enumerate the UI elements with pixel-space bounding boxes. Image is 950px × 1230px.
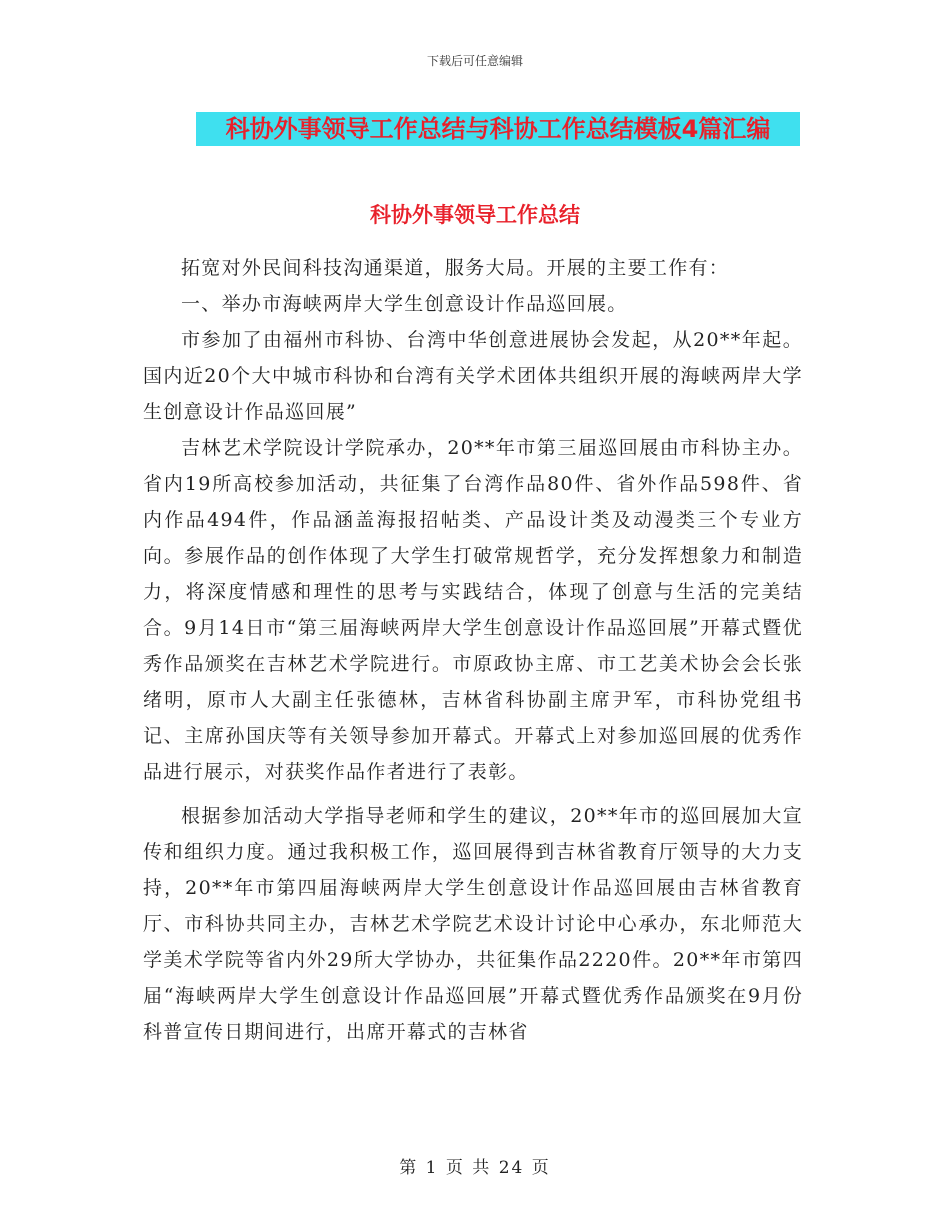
section-title: 科协外事领导工作总结	[370, 203, 580, 227]
paragraph: 吉林艺术学院设计学院承办，20**年市第三届巡回展由市科协主办。省内19所高校参加活动，共征集了台湾作品80件、省外作品598件、省内作品494件，作品涵盖海报招帖类、产品设计类及动漫类三个专业方向。参展作品的创作体现了大学生打破常规哲学，充分发挥想象力和制造力，将深度情感和理性的思考与实践结合，体现了创意与生活的完美结合。9月14日市“第三届海峡两岸大学生创意设计作品巡回展”开幕式暨优秀作品颁奖在吉林艺术学院进行。市原政协主席、市工艺美术协会会长张绪明，原市人大副主任张德林，吉林省科协副主席尹军，市科协党组书记、主席孙国庆等有关领导参加开幕式。开幕式上对参加巡回展的优秀作品进行展示，对获奖作品作者进行了表彰。	[143, 437, 803, 783]
header-note: 下载后可任意编辑	[426, 54, 523, 68]
paragraph: 拓宽对外民间科技沟通渠道，服务大局。开展的主要工作有：	[181, 257, 730, 279]
document-body	[143, 250, 803, 1050]
document-title: 科协外事领导工作总结与科协工作总结模板4篇汇编	[196, 112, 800, 146]
paragraph: 一、举办市海峡两岸大学生创意设计作品巡回展。	[181, 293, 628, 315]
page-number-footer: 第 1 页 共 24 页	[399, 1158, 551, 1178]
paragraph: 根据参加活动大学指导老师和学生的建议，20**年市的巡回展加大宣传和组织力度。通过我积极工作，巡回展得到吉林省教育厅领导的大力支持，20**年市第四届海峡两岸大学生创意设计作品巡回展由吉林省教育厅、市科协共同主办，吉林艺术学院艺术设计讨论中心承办，东北师范大学美术学院等省内外29所大学协办，共征集作品2220件。20**年市第四届“海峡两岸大学生创意设计作品巡回展”开幕式暨优秀作品颁奖在9月份科普宣传日期间进行，出席开幕式的吉林省	[143, 805, 803, 1043]
paragraph: 市参加了由福州市科协、台湾中华创意进展协会发起，从20**年起。国内近20个大中城市科协和台湾有关学术团体共组织开展的海峡两岸大学生创意设计作品巡回展”	[143, 329, 803, 423]
